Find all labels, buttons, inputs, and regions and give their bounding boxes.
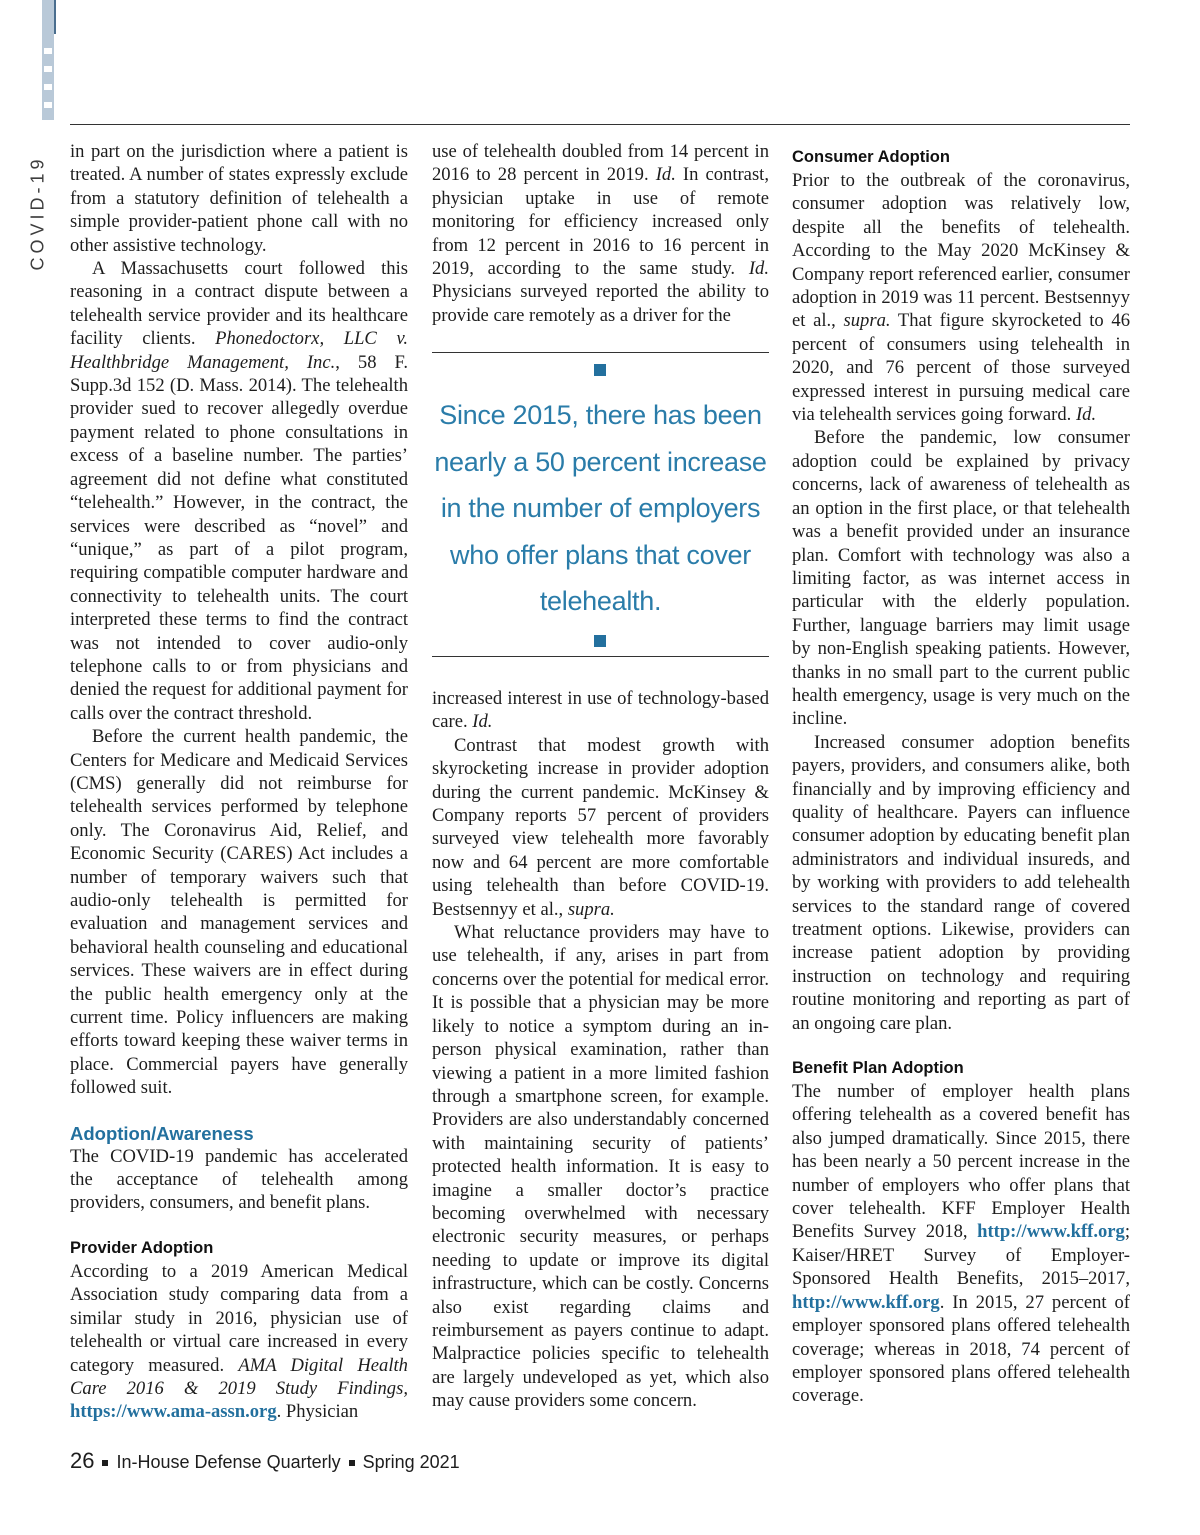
- text: A Massachusetts court followed this reasoning in a contract dispute between a telehealth service provider and its healthcare facility clients.: [70, 258, 408, 350]
- paragraph: in part on the jurisdiction where a patient is treated. A number of states expressly exclude from a statutory definition of telehealth a simple provider-patient phone call with no other assistive technology.: [70, 141, 408, 256]
- text: , 58 F. Supp.3d 152 (D. Mass. 2014). The telehealth provider sued to recover allegedly overdue payment related to phone consultations in excess of a baseline number. The parties’ agreement did not define what constituted “telehealth.” However, in the contract, the services were described as “novel” and “unique,” as part of a pilot program, requiring compatible computer hardware and connectivity to telehealth units. The court interpreted these terms to find the contract was not intended to cover audio-only telephone calls to or from physicians and denied the request for additional payment for calls over the contract threshold.: [70, 351, 408, 724]
- column-2-bottom: [432, 687, 769, 1413]
- issue-date: Spring 2021: [362, 1452, 460, 1472]
- paragraph: [70, 1260, 408, 1424]
- pull-quote-marker: [594, 635, 606, 647]
- text: . In 2015, 27 percent of employer sponsored plans offered telehealth coverage; whereas in 2018, 74 percent of employer sponsored plans offered telehealth coverage.: [792, 1291, 1130, 1407]
- text: . Physician: [276, 1401, 359, 1423]
- paragraph: Before the pandemic, low consumer adoption could be explained by privacy concerns, lack of awareness of telehealth as an option in the first place, or that telehealth was a benefit provided under an insurance plan. Comfort with technology was also a limiting factor, as was internet access in particular with the elderly population. Further, language barriers may limit usage by non-English speaking patients. However, thanks in no small part to the current public health emergency, usage is very much on the incline.: [792, 427, 1130, 730]
- subheading: Benefit Plan Adoption: [792, 1059, 964, 1078]
- citation: Id.: [655, 164, 676, 186]
- citation: Id.: [748, 258, 769, 280]
- paragraph: What reluctance providers may have to use telehealth, if any, arises in part from concerns over the potential for medical error. It is possible that a physician may be more likely to notice a symptom during an in-person physical examination, rather than viewing a patient in a more limited fashion through a smartphone screen, for example. Providers are also understandably concerned with maintaining security of patients’ protected health information. It is easy to imagine a smaller doctor’s practice becoming overwhelmed with necessary electronic security measures, or perhaps needing to update or improve its digital infrastructure, which can be costly. Concerns also exist regarding claims and reimbursement as payers continue to adapt. Malpractice policies specific to telehealth are largely undeveloped as yet, which also may cause providers some concern.: [432, 922, 769, 1412]
- edge-tick: [44, 84, 52, 90]
- text: According to a 2019 American Medical Association study comparing data from a similar study in 2016, physician use of telehealth or virtual care increased in every category measured.: [70, 1260, 408, 1376]
- ama-link[interactable]: https://www.ama-assn.org: [70, 1401, 277, 1423]
- kff-link[interactable]: http://www.kff.org: [977, 1221, 1125, 1243]
- pull-quote-marker: [594, 364, 606, 376]
- paragraph: The COVID-19 pandemic has accelerated the acceptance of telehealth among providers, consumers, and benefit plans.: [70, 1145, 408, 1214]
- citation: supra.: [843, 310, 891, 332]
- page-footer: [70, 1448, 460, 1474]
- paragraph: Before the current health pandemic, the Centers for Medicare and Medicaid Services (CMS) generally did not reimburse for telehealth services performed by telephone only. The Coronavirus Aid, Relief, and Economic Security (CARES) Act includes a number of temporary waivers such that audio-only telehealth is permitted for evaluation and management services and behavioral health counseling and educational services. These waivers are in effect during the public health emergency only at the current time. Policy influencers are making efforts toward keeping these waiver terms in place. Commercial payers have generally followed suit.: [70, 726, 408, 1099]
- paragraph: [432, 734, 769, 921]
- text: The number of employer health plans offering telehealth as a covered benefit has also jumped dramatically. Since 2015, there has been nearly a 50 percent increase in the number of employers who offer plans that cover telehealth. KFF Employer Health Benefits Survey 2018,: [792, 1081, 1130, 1243]
- case-citation: Phonedoctorx, LLC v. Healthbridge Management, Inc.: [70, 328, 408, 373]
- text: ; Kaiser/HRET Survey of Employer-Sponsored Health Benefits, 2015–2017,: [792, 1221, 1130, 1290]
- pull-quote-text: Since 2015, there has been nearly a 50 percent increase in the number of employers who offer plans that cover telehealth.: [434, 400, 767, 616]
- page-number: 26: [70, 1448, 95, 1473]
- pull-quote-rule: [432, 352, 769, 353]
- top-rule: [70, 124, 1130, 125]
- section-side-tab: [17, 128, 59, 298]
- paragraph: Increased consumer adoption benefits payers, providers, and consumers alike, both financially and by improving efficiency and quality of healthcare. Payers can influence consumer adoption by educating benefit plan administrators and individual insureds, and by working with providers to add telehealth services to the standard range of covered treatment options. Likewise, providers can increase patient adoption by providing instruction on technology and requiring routine monitoring and reporting as part of an ongoing care plan.: [792, 731, 1130, 1034]
- edge-tick: [44, 66, 52, 72]
- paragraph: [792, 169, 1130, 426]
- text: Contrast that modest growth with skyrocketing increase in provider adoption during the current pandemic. McKinsey & Company reports 57 percent of providers surveyed view telehealth more favorably now and 64 percent are more comfortable using telehealth than before COVID-19. Bestsennyy et al.,: [432, 734, 769, 920]
- pull-quote-rule: [432, 656, 769, 657]
- paragraph: increased interest in use of technology-based care. Id.: [432, 688, 769, 733]
- subheading: Consumer Adoption: [792, 148, 950, 166]
- section-heading: Adoption/Awareness: [70, 1122, 254, 1144]
- footer-bullet: [349, 1460, 355, 1466]
- citation: supra.: [567, 898, 615, 920]
- edge-line: [54, 0, 56, 34]
- text: In contrast, physician uptake in use of remote monitoring for efficiency increased only from 12 percent in 2016 to 16 percent in 2019, according to the same study.: [432, 164, 769, 280]
- text: Physicians surveyed reported the ability to provide care remotely as a driver for the: [432, 281, 769, 326]
- footer-bullet: [102, 1460, 108, 1466]
- paragraph: [432, 140, 769, 327]
- citation: Id.: [472, 711, 493, 733]
- column-1: [70, 140, 408, 1424]
- text: Prior to the outbreak of the coronavirus, consumer adoption was relatively low, despite all the benefits of telehealth. According to the May 2020 McKinsey & Company report referenced earlier, consumer adoption in 2019 was 11 percent. Bestsennyy et al.,: [792, 170, 1130, 332]
- edge-tick: [44, 48, 52, 54]
- text: use of telehealth doubled from 14 percent in 2016 to 28 percent in 2019.: [432, 141, 769, 186]
- side-tab-label: COVID-19: [27, 155, 48, 271]
- citation: Id.: [1075, 404, 1097, 426]
- source-citation: AMA Digital Health Care 2016 & 2019 Study Findings,: [70, 1354, 408, 1399]
- column-2-top: [432, 140, 769, 327]
- text: That figure skyrocketed to 46 percent of consumers using telehealth in 2020, and 76 percent of those surveyed expressed interest in pursuing medical care via telehealth services going forward.: [792, 310, 1130, 426]
- subheading: Provider Adoption: [70, 1238, 214, 1257]
- kff-link[interactable]: http://www.kff.org: [792, 1291, 940, 1313]
- pull-quote: [432, 352, 769, 657]
- paragraph: [70, 257, 408, 725]
- edge-tick: [44, 102, 52, 108]
- column-3: [792, 140, 1130, 1408]
- paragraph: [792, 1080, 1130, 1408]
- publication-name: In-House Defense Quarterly: [116, 1452, 341, 1472]
